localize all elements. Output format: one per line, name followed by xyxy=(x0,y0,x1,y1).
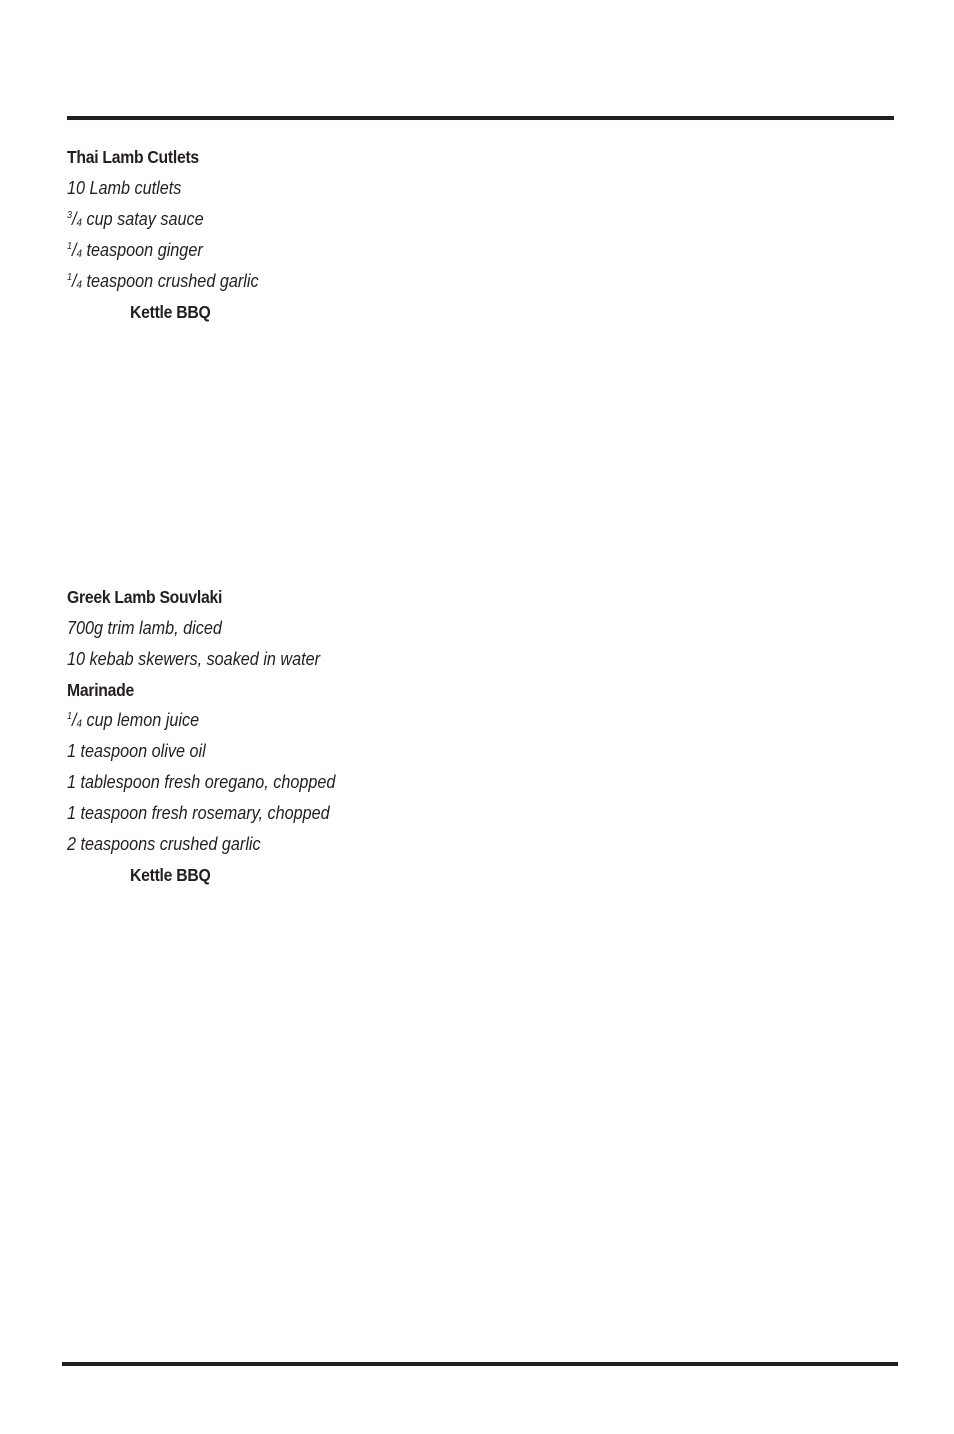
fraction-numerator: 3 xyxy=(67,210,73,221)
ingredient-text: teaspoon ginger xyxy=(82,240,203,260)
fraction-slash: / xyxy=(72,271,77,291)
fraction xyxy=(67,708,82,732)
bottom-rule xyxy=(62,1362,898,1366)
ingredient-item xyxy=(67,708,607,732)
ingredient-text: 700g trim lamb, diced xyxy=(67,618,222,638)
top-rule xyxy=(67,116,894,120)
ingredient-text: cup satay sauce xyxy=(82,209,204,229)
recipe-title: Greek Lamb Souvlaki xyxy=(67,587,223,607)
ingredient-text: 1 teaspoon fresh rosemary, chopped xyxy=(67,803,330,823)
fraction-numerator: 1 xyxy=(67,272,73,283)
ingredient-item xyxy=(67,832,607,856)
fraction-slash: / xyxy=(72,240,77,260)
recipe-title: Thai Lamb Cutlets xyxy=(67,147,199,167)
fraction-numerator: 1 xyxy=(67,711,73,722)
ingredient-item xyxy=(67,739,607,763)
ingredient-item xyxy=(67,770,607,794)
ingredient-text: 1 teaspoon olive oil xyxy=(67,741,206,761)
fraction-denominator: 4 xyxy=(76,718,83,730)
ingredient-item xyxy=(67,647,607,671)
recipe-greek-lamb-souvlaki xyxy=(67,585,667,887)
ingredient-text: 10 Lamb cutlets xyxy=(67,178,182,198)
fraction xyxy=(67,238,82,262)
ingredient-item xyxy=(67,176,607,200)
marinade-heading: Marinade xyxy=(67,680,134,700)
fraction-slash: / xyxy=(72,209,77,229)
fraction-denominator: 4 xyxy=(76,279,83,291)
ingredient-item xyxy=(67,238,607,262)
fraction-slash: / xyxy=(72,710,77,730)
method-heading: Kettle BBQ xyxy=(130,865,211,885)
ingredient-item xyxy=(67,269,607,293)
ingredient-text: 2 teaspoons crushed garlic xyxy=(67,834,261,854)
fraction-denominator: 4 xyxy=(76,217,83,229)
ingredient-text: teaspoon crushed garlic xyxy=(82,271,259,291)
ingredient-text: 10 kebab skewers, soaked in water xyxy=(67,649,321,669)
fraction xyxy=(67,269,82,293)
fraction-denominator: 4 xyxy=(76,248,83,260)
fraction xyxy=(67,207,82,231)
ingredient-text: cup lemon juice xyxy=(82,710,200,730)
ingredient-item xyxy=(67,207,607,231)
ingredient-item xyxy=(67,616,607,640)
method-heading: Kettle BBQ xyxy=(130,302,211,322)
ingredient-item xyxy=(67,801,607,825)
fraction-numerator: 1 xyxy=(67,241,73,252)
recipe-thai-lamb-cutlets xyxy=(67,145,667,324)
ingredient-text: 1 tablespoon fresh oregano, chopped xyxy=(67,772,336,792)
